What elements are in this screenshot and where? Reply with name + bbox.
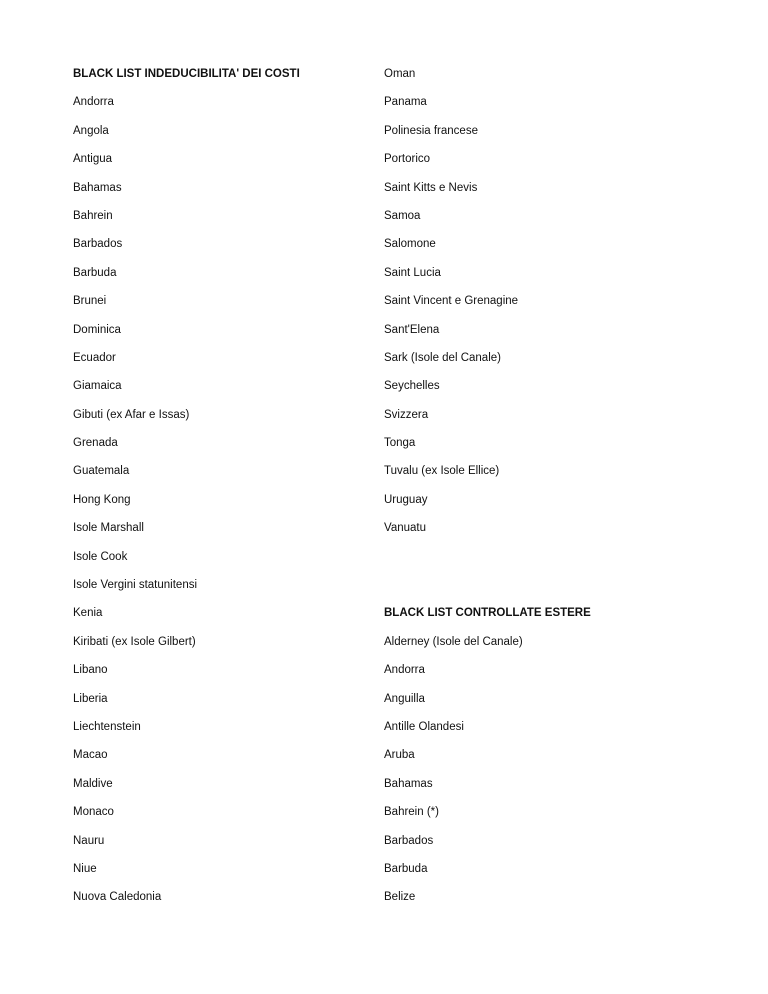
list-item: Aruba (384, 749, 415, 762)
list-item: Samoa (384, 209, 421, 222)
list-item: Alderney (Isole del Canale) (384, 635, 523, 648)
list-item: Saint Vincent e Grenagine (384, 295, 519, 308)
list-item: Oman (384, 68, 416, 80)
list-item: Polinesia francese (384, 124, 478, 137)
list-item: Kenia (73, 607, 103, 620)
list-item: Barbuda (384, 862, 428, 875)
list-item: Barbados (384, 834, 434, 847)
list-item: Salomone (384, 238, 436, 251)
list-item: Anguilla (384, 692, 425, 705)
list-item: Maldive (73, 777, 113, 790)
list-item: Bahamas (73, 181, 122, 194)
list-item: Sant'Elena (384, 323, 440, 336)
list-item: Isole Cook (73, 550, 128, 563)
list-item: Guatemala (73, 465, 130, 478)
list-item: Saint Kitts e Nevis (384, 181, 478, 194)
list-item: Brunei (73, 295, 107, 308)
list-item: Bahrein (*) (384, 806, 439, 819)
list-item: Nuova Caledonia (73, 891, 162, 904)
list-heading-costi: BLACK LIST INDEDUCIBILITA' DEI COSTI (73, 68, 300, 80)
list-item: Tonga (384, 437, 416, 450)
list-item: Ecuador (73, 351, 116, 364)
list-heading-controllate: BLACK LIST CONTROLLATE ESTERE (384, 607, 591, 620)
list-item: Monaco (73, 806, 114, 819)
list-item: Barbuda (73, 266, 117, 279)
list-item: Liberia (73, 692, 108, 705)
list-item: Nauru (73, 834, 105, 847)
list-item: Liechtenstein (73, 720, 141, 733)
list-item: Isole Vergini statunitensi (73, 579, 198, 592)
list-item: Tuvalu (ex Isole Ellice) (384, 465, 500, 478)
list-item: Saint Lucia (384, 266, 441, 279)
list-item: Niue (73, 862, 97, 875)
list-item: Isole Marshall (73, 522, 144, 535)
list-item: Vanuatu (384, 522, 426, 535)
list-item: Barbados (73, 238, 123, 251)
list-item: Bahrein (73, 209, 113, 222)
list-item: Giamaica (73, 380, 122, 393)
list-item: Gibuti (ex Afar e Issas) (73, 408, 190, 421)
blank-line (384, 550, 724, 578)
list-item: Andorra (73, 96, 114, 109)
list-item: Sark (Isole del Canale) (384, 351, 501, 364)
list-item: Kiribati (ex Isole Gilbert) (73, 635, 196, 648)
list-item: Seychelles (384, 380, 440, 393)
list-item: Angola (73, 124, 109, 137)
list-item: Libano (73, 664, 108, 677)
list-item: Antigua (73, 153, 113, 166)
list-item: Macao (73, 749, 108, 762)
list-item: Panama (384, 96, 427, 109)
list-item: Dominica (73, 323, 121, 336)
list-item: Portorico (384, 153, 431, 166)
list-item: Svizzera (384, 408, 429, 421)
list-item: Hong Kong (73, 493, 131, 506)
list-item: Antille Olandesi (384, 720, 464, 733)
left-column (73, 67, 373, 919)
right-column (384, 67, 724, 919)
list-item: Uruguay (384, 493, 428, 506)
blank-line (384, 578, 724, 606)
list-item: Bahamas (384, 777, 433, 790)
list-item: Belize (384, 891, 416, 904)
list-item: Grenada (73, 437, 118, 450)
list-item: Andorra (384, 664, 425, 677)
